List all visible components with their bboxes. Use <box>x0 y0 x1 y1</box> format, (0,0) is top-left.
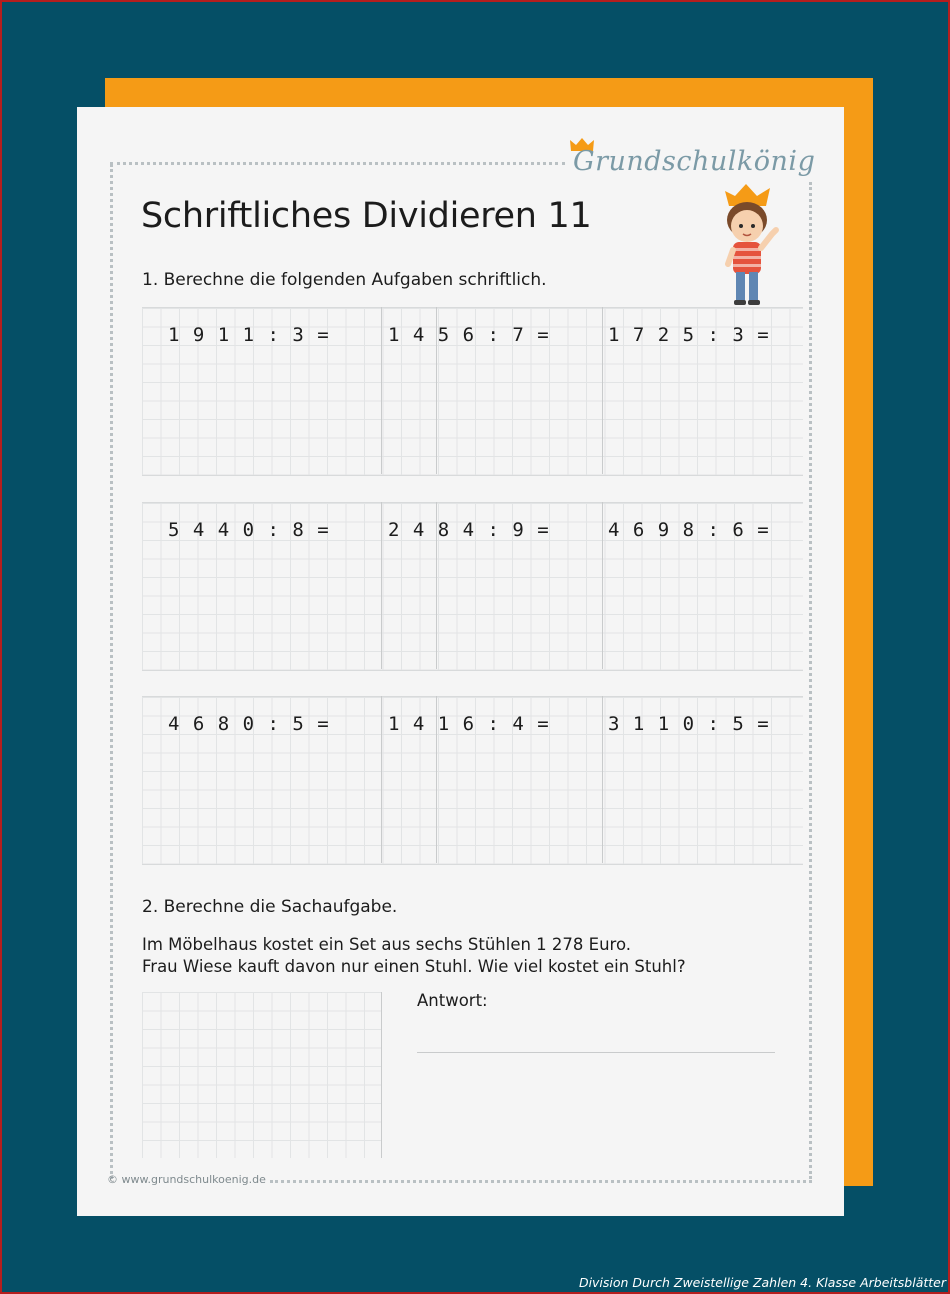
word-problem-text <box>142 934 686 978</box>
footer-url: © www.grundschulkoenig.de <box>107 1173 266 1186</box>
brand-logo: Grundschulkönig <box>573 146 816 177</box>
dotted-border-left <box>110 164 113 1179</box>
division-problem: 2 4 8 4 : 9 = <box>388 519 550 541</box>
grid-separator <box>602 307 603 474</box>
king-child-illustration <box>714 182 784 308</box>
division-problem: 4 6 9 8 : 6 = <box>608 519 770 541</box>
answer-line <box>417 1052 775 1053</box>
division-problem: 1 4 1 6 : 4 = <box>388 713 550 735</box>
division-problem: 1 4 5 6 : 7 = <box>388 324 550 346</box>
word-problem-line: Im Möbelhaus kostet ein Set aus sechs Stühlen 1 278 Euro. <box>142 935 632 954</box>
grid-separator <box>381 307 382 474</box>
word-problem-work-grid <box>142 992 381 1158</box>
grid-separator <box>381 502 382 669</box>
grid-separator <box>602 696 603 863</box>
dotted-border-right <box>809 182 812 1179</box>
task1-instruction: 1. Berechne die folgenden Aufgaben schriftlich. <box>142 270 547 290</box>
division-problem: 3 1 1 0 : 5 = <box>608 713 770 735</box>
dotted-border-bottom <box>270 1180 812 1183</box>
division-problem: 1 9 1 1 : 3 = <box>168 324 330 346</box>
grid-separator <box>602 502 603 669</box>
task2-instruction: 2. Berechne die Sachaufgabe. <box>142 897 398 917</box>
division-problem: 5 4 4 0 : 8 = <box>168 519 330 541</box>
page-title: Schriftliches Dividieren 11 <box>141 196 592 236</box>
word-problem-line: Frau Wiese kauft davon nur einen Stuhl. Wie viel kostet ein Stuhl? <box>142 957 686 976</box>
grid-separator <box>381 696 382 863</box>
image-caption: Division Durch Zweistellige Zahlen 4. Klasse Arbeitsblätter <box>578 1275 946 1290</box>
dotted-border-top <box>110 162 565 165</box>
answer-label: Antwort: <box>417 991 488 1010</box>
division-problem: 4 6 8 0 : 5 = <box>168 713 330 735</box>
division-problem: 1 7 2 5 : 3 = <box>608 324 770 346</box>
grid-separator <box>381 992 382 1158</box>
